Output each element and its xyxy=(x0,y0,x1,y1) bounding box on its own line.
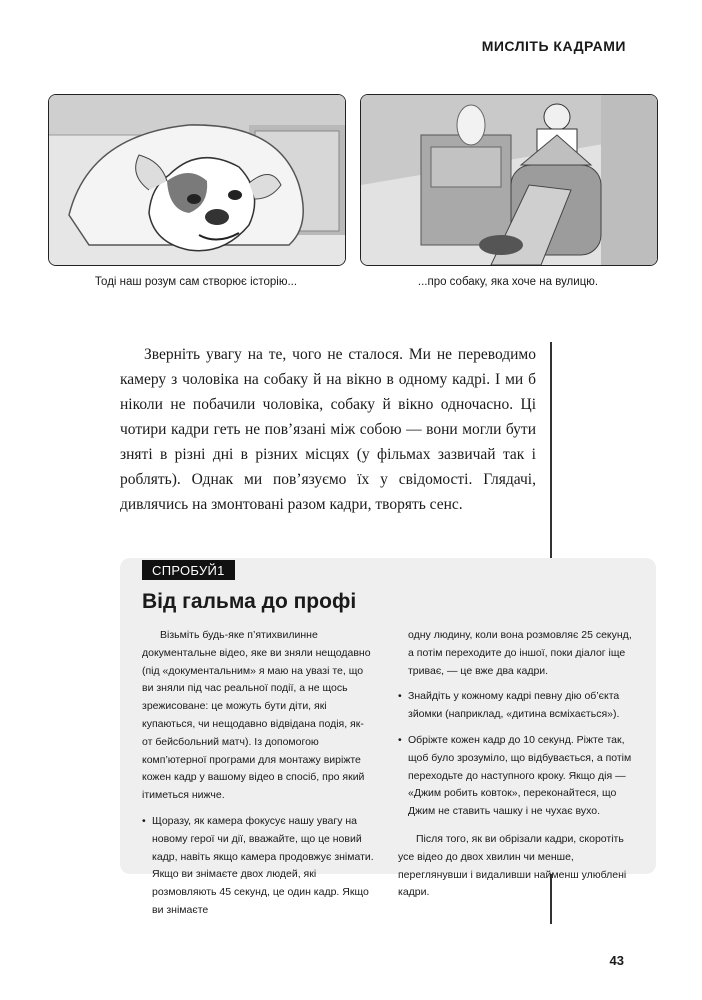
body-paragraph xyxy=(120,342,536,517)
sidebar-bullet: • Обріжте кожен кадр до 10 секунд. Ріжте так, щоб було зрозуміло, що відбувається, а потім переходьте до наступного кроку. Якщо дія — «Джим робить ковток», переконайтеся, що Джим не ставить чашку і не чухає вухо. xyxy=(398,732,634,821)
sidebar-bullet: • Щоразу, як камера фокусує нашу увагу на новому герої чи дії, вважайте, що це новий кадр, навіть якщо камера продовжує знімати. Якщо ви знімаєте двох людей, які розмовляють 45 секунд, це один кадр. Якщо ви знімаєте xyxy=(142,813,374,920)
margin-rule-top xyxy=(550,342,552,560)
sidebar-column-right xyxy=(398,627,634,902)
caption-left: Тоді наш розум сам створює історію... xyxy=(94,276,298,288)
sidebar-closing: Після того, як ви обрізали кадри, скоротіть усе відео до двох хвилин чи менше, переглянувши і видаливши найменш улюблені кадри. xyxy=(398,832,627,899)
running-head: МИСЛІТЬ КАДРАМИ xyxy=(481,38,626,54)
sidebar-bullet-continuation: одну людину, коли вона розмовляє 25 секунд, а потім переходите до іншої, поки діалог іще триває, — це вже два кадри. xyxy=(408,629,632,677)
page-number: 43 xyxy=(609,953,624,968)
body-paragraph-text: Зверніть увагу на те, чого не сталося. Ми не переводимо камеру з чоловіка на собаку й на вікно в одному кадрі. І ми б ніколи не побачили чоловіка, собаку й вікно одночасно. Ці чотири кадри геть не пов’язані між собою — вони могли бути зняті в різні дні в різних місцях (у фільмах зазвичай так і роблять). Однак ми пов’язуємо їх у свідомості. Глядачі, дивлячись на змонтовані разом кадри, творять сенс. xyxy=(120,346,536,513)
sidebar-intro: Візьміть будь-яке п’ятихвилинне документальне відео, яке ви зняли нещодавно (під «документальним» я маю на увазі те, що ви зняли під час реальної події, а не щось зрежисоване: це можуть бути діти, які купаються, чи нещодавно відвідана подія, як-от бейсбольний матч). Із допомогою комп’ютерної програми для монтажу виріжте кожен кадр у вашому відео в спосіб, про який ітиметься нижче. xyxy=(142,629,371,802)
storyboard-frame-dog xyxy=(48,94,346,266)
sidebar-title: Від гальма до профі xyxy=(142,590,357,613)
man-reading-illustration xyxy=(361,95,657,265)
caption-right: ...про собаку, яка хоче на вулицю. xyxy=(417,276,599,288)
dog-illustration xyxy=(49,95,345,265)
sidebar-column-left xyxy=(142,627,374,920)
sidebar-bullet: • Знайдіть у кожному кадрі певну дію об’єкта зйомки (наприклад, «дитина всміхається»). xyxy=(398,688,634,724)
storyboard-frame-man xyxy=(360,94,658,266)
sidebar-tag: СПРОБУЙ1 xyxy=(142,560,235,580)
